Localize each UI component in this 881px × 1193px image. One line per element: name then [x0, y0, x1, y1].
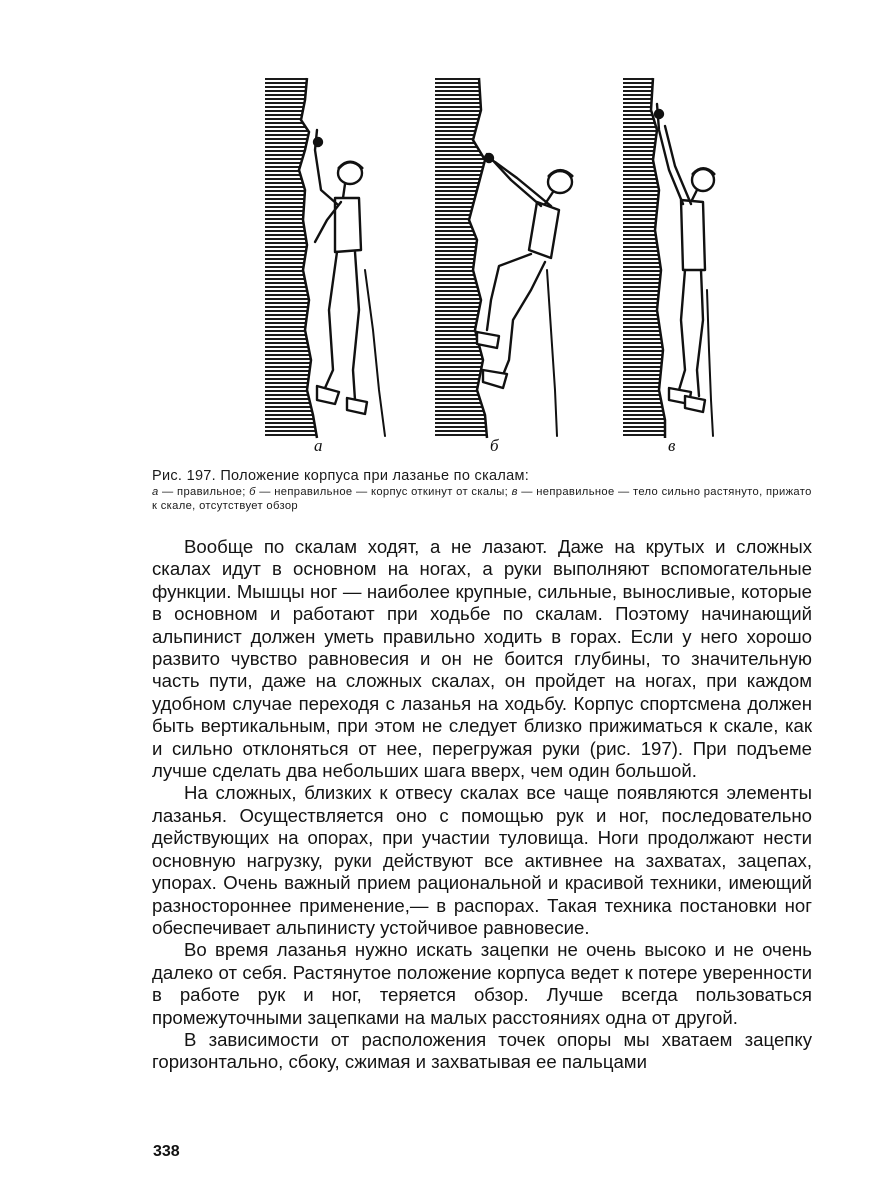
page-number: 338: [153, 1143, 180, 1160]
climber-c: [655, 104, 714, 436]
climber-a: [314, 130, 385, 436]
body-text: [152, 536, 812, 1074]
figure-label-c: в: [668, 436, 676, 455]
caption-letter-b: б: [249, 486, 256, 498]
rock-wall-b: [435, 78, 487, 438]
rock-wall-a: [265, 78, 317, 438]
climbing-positions-illustration: [255, 70, 725, 462]
figure-label-b: б: [490, 436, 499, 455]
paragraph-4: В зависимости от расположения точек опоры мы хватаем зацепку горизонтально, сбоку, сжимая и захватывая ее пальцами: [152, 1028, 812, 1073]
caption-text-a: — правильное;: [158, 486, 250, 498]
caption-letter-c: в: [511, 486, 518, 498]
paragraph-3: Во время лазанья нужно искать зацепки не очень высоко и не очень далеко от себя. Растянутое положение корпуса ведет к потере уверенности в работе рук и ног, теряется обзор. Лучше всегда пользоваться промежуточными зацепками на малых расстояниях одна от другой.: [152, 939, 812, 1028]
caption-letter-a: а: [152, 486, 159, 498]
caption-description: [152, 485, 812, 513]
climber-b: [477, 154, 572, 436]
figure-caption: [152, 467, 812, 513]
illustration-svg: [255, 70, 725, 462]
figure-label-a: а: [314, 436, 323, 455]
caption-title: Рис. 197. Положение корпуса при лазанье по скалам:: [152, 468, 530, 484]
paragraph-2: На сложных, близких к отвесу скалах все чаще появляются элементы лазанья. Осуществляется оно с помощью рук и ног, последовательно действующих на опорах, при участии туловища. Ноги продолжают нести основную нагрузку, руки действуют все активнее на захватах, зацепах, упорах. Очень важный прием рациональной и красивой техники, имеющий разностороннее применение,— в распорах. Такая техника постановки ног обеспечивает альпинисту устойчивое равновесие.: [152, 782, 812, 938]
caption-text-b: — неправильное — корпус откинут от скалы;: [255, 486, 512, 498]
caption-text-c: — неправильное — тело сильно растянуто, прижато к скале, отсутствует обзор: [152, 486, 812, 512]
paragraph-1: Вообще по скалам ходят, а не лазают. Даже на крутых и сложных скалах идут в основном на ногах, а руки выполняют вспомогательные функции. Мышцы ног — наиболее крупные, сильные, выносливые, которые в основном и работают при ходьбе по скалам. Поэтому начинающий альпинист должен уметь правильно ходить в горах. Если у него хорошо развито чувство равновесия и он не боится глубины, то значительную часть пути, даже на сложных скалах, он пройдет на ногах, при каждом удобном случае переходя с лазанья на ходьбу. Корпус спортсмена должен быть вертикальным, при этом не следует близко прижиматься к скале, как и сильно отклоняться от нее, перегружая руки (рис. 197). При подъеме лучше сделать два небольших шага вверх, чем один большой.: [152, 536, 812, 782]
